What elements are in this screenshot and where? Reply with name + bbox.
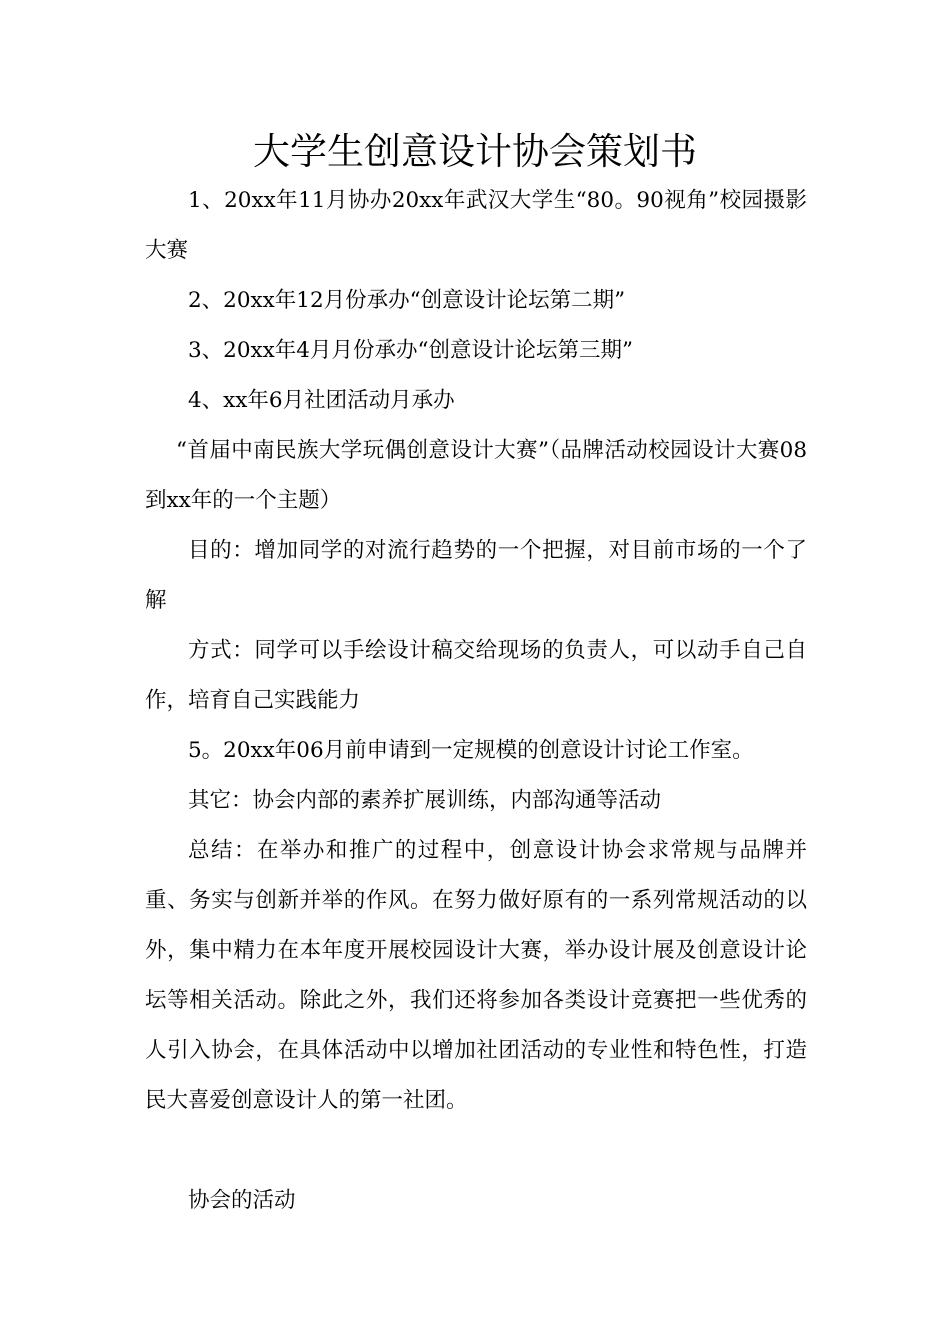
paragraph-purpose: 目的：增加同学的对流行趋势的一个把握，对目前市场的一个了解 [145, 538, 807, 613]
paragraph-item-3: 3、20xx年4月月份承办“创意设计论坛第三期” [188, 338, 633, 363]
paragraph-item-2: 2、20xx年12月份承办“创意设计论坛第二期” [188, 288, 626, 313]
paragraph-item-1: 1、20xx年11月协办20xx年武汉大学生“80。90视角”校园摄影大赛 [145, 188, 807, 263]
paragraph-contest-name: “首届中南民族大学玩偶创意设计大赛”（品牌活动校园设计大赛08到xx年的一个主题） [145, 438, 807, 513]
paragraph-item-4: 4、xx年6月社团活动月承办 [188, 388, 455, 413]
paragraph-summary: 总结：在举办和推广的过程中，创意设计协会求常规与品牌并重、务实与创新并举的作风。在努力做好原有的一系列常规活动的以外，集中精力在本年度开展校园设计大赛，举办设计展及创意设计论坛等相关活动。除此之外，我们还将参加各类设计竞赛把一些优秀的人引入协会，在具体活动中以增加社团活动的专业性和特色性，打造民大喜爱创意设计人的第一社团。 [145, 838, 807, 1113]
section-heading: 协会的活动 [188, 1188, 296, 1213]
document-title: 大学生创意设计协会策划书 [253, 130, 697, 173]
paragraph-item-5: 5。20xx年06月前申请到一定规模的创意设计讨论工作室。 [188, 738, 754, 763]
paragraph-other: 其它：协会内部的素养扩展训练，内部沟通等活动 [188, 788, 662, 813]
paragraph-method: 方式：同学可以手绘设计稿交给现场的负责人，可以动手自己自作，培育自己实践能力 [145, 638, 807, 713]
blank-line [145, 1126, 807, 1176]
document-body [145, 176, 807, 1226]
